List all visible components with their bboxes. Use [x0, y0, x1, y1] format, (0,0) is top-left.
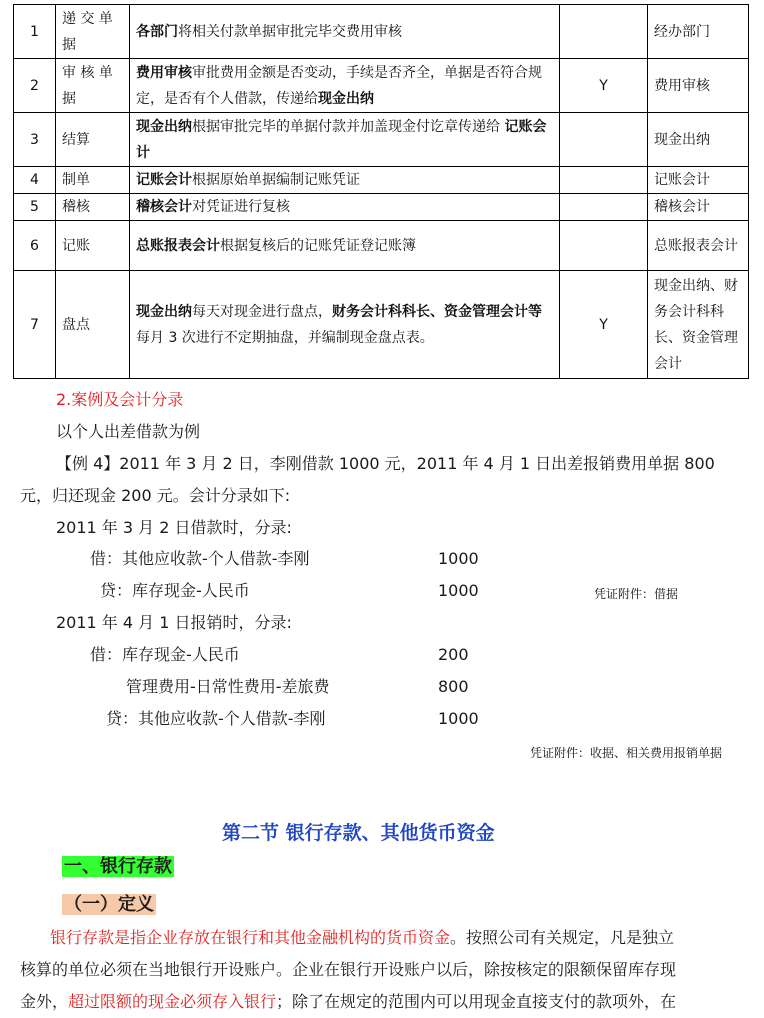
control-point	[560, 5, 648, 59]
step-name: 审 核 单据	[56, 59, 130, 113]
row-number: 7	[14, 271, 56, 379]
department: 记账会计	[648, 167, 749, 194]
step-description: 费用审核审批费用金额是否变动，手续是否齐全，单据是否符合规定，是否有个人借款，传递给现金出纳	[130, 59, 560, 113]
control-point: Y	[560, 59, 648, 113]
row-number: 1	[14, 5, 56, 59]
table-row	[14, 271, 749, 379]
step-description: 总账报表会计根据复核后的记账凭证登记账簿	[130, 221, 560, 271]
entry2-credit-amount: 1000	[438, 709, 479, 728]
table-row	[14, 59, 749, 113]
control-point	[560, 221, 648, 271]
control-point	[560, 113, 648, 167]
entry1-title: 2011 年 3 月 2 日借款时，分录:	[56, 518, 292, 537]
table-row	[14, 113, 749, 167]
entry1-attachment-note: 凭证附件：借据	[594, 587, 679, 601]
definition-paragraph-line-1: 银行存款是指企业存放在银行和其他金融机构的货币资金。按照公司有关规定，凡是独立	[50, 928, 675, 947]
entry1-credit: 贷：库存现金-人民币	[100, 581, 250, 600]
department: 稽核会计	[648, 194, 749, 221]
department: 经办部门	[648, 5, 749, 59]
process-table	[13, 4, 749, 379]
heading-bank-deposit: 一、银行存款	[64, 856, 172, 877]
step-name: 记账	[56, 221, 130, 271]
department: 费用审核	[648, 59, 749, 113]
row-number: 4	[14, 167, 56, 194]
control-point	[560, 194, 648, 221]
entry1-credit-amount: 1000	[438, 581, 479, 600]
case-intro: 以个人出差借款为例	[56, 422, 201, 441]
entry2-attachment-note: 凭证附件：收据、相关费用报销单据	[530, 746, 723, 760]
department: 现金出纳	[648, 113, 749, 167]
definition-paragraph-line-3: 金外，超过限额的现金必须存入银行；除了在规定的范围内可以用现金直接支付的款项外，在	[20, 992, 677, 1011]
case-heading: 2.案例及会计分录	[56, 390, 184, 409]
table-row	[14, 167, 749, 194]
control-point: Y	[560, 271, 648, 379]
entry2-credit: 贷：其他应收款-个人借款-李刚	[106, 709, 326, 728]
table-row	[14, 221, 749, 271]
entry1-debit: 借：其他应收款-个人借款-李刚	[90, 549, 310, 568]
entry2-debit-2-amount: 800	[438, 677, 469, 696]
row-number: 5	[14, 194, 56, 221]
definition-paragraph-line-2: 核算的单位必须在当地银行开设账户。企业在银行开设账户以后，除按核定的限额保留库存现	[20, 960, 677, 979]
step-name: 稽核	[56, 194, 130, 221]
step-description: 现金出纳根据审批完毕的单据付款并加盖现金付讫章传递给 记账会计	[130, 113, 560, 167]
control-point	[560, 167, 648, 194]
step-description: 各部门将相关付款单据审批完毕交费用审核	[130, 5, 560, 59]
row-number: 2	[14, 59, 56, 113]
department: 现金出纳、财务会计科科长、资金管理会计	[648, 271, 749, 379]
section-title: 第二节 银行存款、其他货币资金	[222, 822, 495, 844]
example-line-2: 元，归还现金 200 元。会计分录如下:	[20, 486, 291, 505]
table-row	[14, 194, 749, 221]
table-row	[14, 5, 749, 59]
heading-definition: （一）定义	[64, 894, 154, 915]
entry2-debit-1-amount: 200	[438, 645, 469, 664]
step-name: 制单	[56, 167, 130, 194]
step-name: 结算	[56, 113, 130, 167]
entry2-title: 2011 年 4 月 1 日报销时，分录:	[56, 613, 292, 632]
entry2-debit-2: 管理费用-日常性费用-差旅费	[126, 677, 330, 696]
step-description: 稽核会计对凭证进行复核	[130, 194, 560, 221]
step-name: 盘点	[56, 271, 130, 379]
step-name: 递 交 单据	[56, 5, 130, 59]
entry2-debit-1: 借：库存现金-人民币	[90, 645, 240, 664]
step-description: 记账会计根据原始单据编制记账凭证	[130, 167, 560, 194]
entry1-debit-amount: 1000	[438, 549, 479, 568]
step-description: 现金出纳每天对现金进行盘点，财务会计科科长、资金管理会计等每月 3 次进行不定期抽盘，并编制现金盘点表。	[130, 271, 560, 379]
example-line-1: 【例 4】2011 年 3 月 2 日，李刚借款 1000 元，2011 年 4 月 1 日出差报销费用单据 800	[56, 454, 715, 473]
row-number: 6	[14, 221, 56, 271]
department: 总账报表会计	[648, 221, 749, 271]
row-number: 3	[14, 113, 56, 167]
